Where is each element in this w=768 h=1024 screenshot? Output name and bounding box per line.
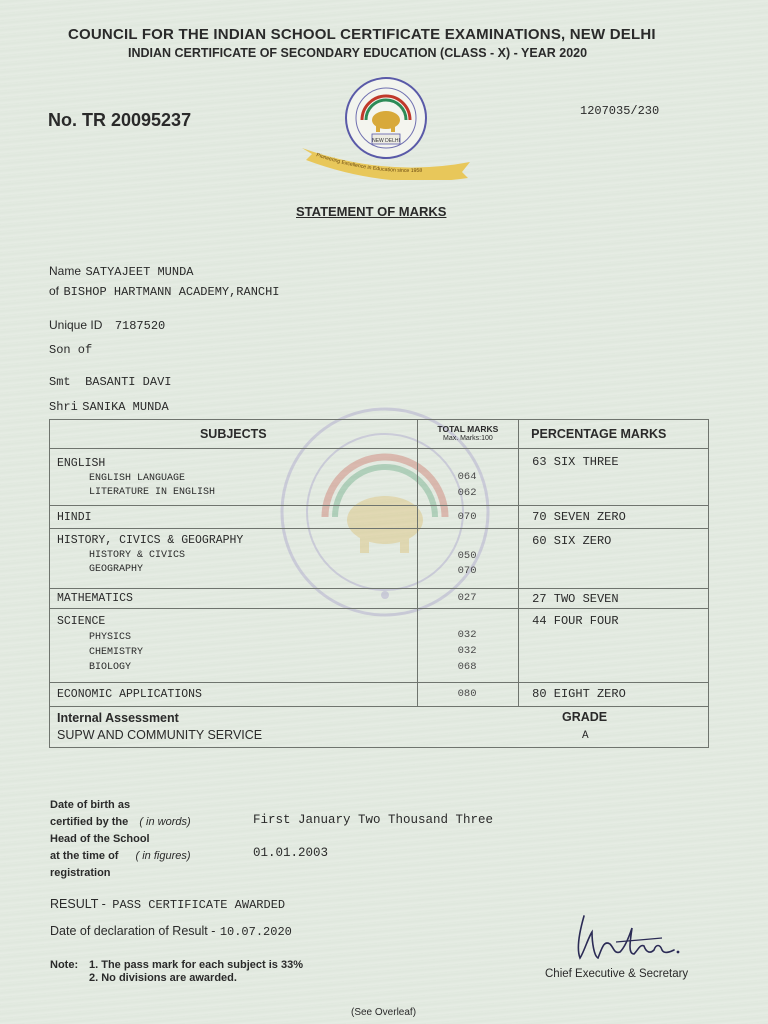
subpart-marks: 070 bbox=[457, 565, 477, 577]
subject-name: HINDI bbox=[57, 511, 92, 524]
percentage-marks: 80 EIGHT ZERO bbox=[532, 687, 626, 701]
subject-name: MATHEMATICS bbox=[57, 592, 133, 605]
subpart-marks: 032 bbox=[457, 645, 477, 657]
council-logo bbox=[296, 76, 476, 180]
signatory-title: Chief Executive & Secretary bbox=[545, 968, 689, 980]
declaration-date: 10.07.2020 bbox=[219, 925, 292, 939]
dob-in-words: First January Two Thousand Three bbox=[253, 813, 494, 827]
mother-name: BASANTI DAVI bbox=[85, 375, 172, 389]
subject-marks: 027 bbox=[457, 592, 477, 604]
note-label: Note: bbox=[50, 959, 79, 971]
subpart-name: GEOGRAPHY bbox=[89, 564, 144, 575]
grade-label: GRADE bbox=[562, 710, 608, 724]
son-of-label: Son of bbox=[49, 343, 93, 357]
marks-table bbox=[49, 419, 709, 748]
table-row bbox=[50, 506, 709, 529]
header-total-marks: TOTAL MARKS bbox=[437, 424, 499, 434]
student-name: SATYAJEET MUNDA bbox=[85, 265, 194, 279]
subject-name: ENGLISH bbox=[57, 457, 106, 470]
percentage-marks: 60 SIX ZERO bbox=[532, 534, 612, 548]
percentage-marks: 70 SEVEN ZERO bbox=[532, 510, 626, 524]
reference-code: 1207035/230 bbox=[580, 104, 660, 118]
table-row bbox=[50, 683, 709, 707]
dob-in-figures: 01.01.2003 bbox=[253, 846, 329, 860]
note-1: 1. The pass mark for each subject is 33% bbox=[89, 959, 303, 971]
signature bbox=[570, 908, 690, 966]
exam-heading: INDIAN CERTIFICATE OF SECONDARY EDUCATION (CLASS - X) - YEAR 2020 bbox=[128, 46, 588, 60]
subpart-name: LITERATURE IN ENGLISH bbox=[89, 487, 216, 498]
unique-id: 7187520 bbox=[114, 319, 166, 333]
subpart-name: HISTORY & CIVICS bbox=[89, 550, 186, 561]
subject-name: SCIENCE bbox=[57, 615, 106, 628]
name-label: Name bbox=[49, 264, 82, 278]
ribbon-text: Pioneering Excellence in Education since 1958 bbox=[315, 152, 423, 175]
result-value: PASS CERTIFICATE AWARDED bbox=[112, 898, 286, 912]
subpart-name: CHEMISTRY bbox=[89, 647, 144, 658]
result-label: RESULT - bbox=[50, 897, 106, 911]
supw-subject: SUPW AND COMMUNITY SERVICE bbox=[57, 728, 263, 742]
supw-grade: A bbox=[582, 730, 589, 742]
in-words-label: ( in words) bbox=[139, 816, 191, 828]
subpart-name: ENGLISH LANGUAGE bbox=[89, 473, 186, 484]
header-subjects: SUBJECTS bbox=[199, 427, 267, 441]
see-overleaf: (See Overleaf) bbox=[351, 1007, 417, 1018]
subpart-marks: 062 bbox=[457, 487, 477, 499]
internal-assessment-row bbox=[50, 707, 709, 748]
mother-label: Smt bbox=[49, 375, 71, 389]
header-percentage: PERCENTAGE MARKS bbox=[531, 427, 667, 441]
subpart-marks: 068 bbox=[457, 661, 477, 673]
subject-marks: 080 bbox=[457, 688, 477, 700]
percentage-marks: 44 FOUR FOUR bbox=[532, 614, 619, 628]
dob-label-2: certified by the bbox=[50, 816, 129, 828]
table-row bbox=[50, 529, 709, 589]
father-label: Shri bbox=[49, 400, 78, 414]
subpart-marks: 050 bbox=[457, 550, 477, 562]
note-2: 2. No divisions are awarded. bbox=[89, 972, 237, 984]
father-name: SANIKA MUNDA bbox=[82, 400, 169, 414]
dob-label-1: Date of birth as bbox=[50, 799, 131, 811]
uid-label: Unique ID bbox=[49, 318, 103, 332]
internal-assessment-label: Internal Assessment bbox=[57, 711, 179, 725]
subpart-name: BIOLOGY bbox=[89, 662, 132, 673]
dob-label-3: Head of the School bbox=[50, 833, 150, 845]
subpart-marks: 064 bbox=[457, 471, 477, 483]
dob-label-5: registration bbox=[50, 867, 111, 879]
table-header-row bbox=[50, 420, 709, 449]
subject-marks: 070 bbox=[457, 511, 477, 523]
header-max-marks: Max. Marks:100 bbox=[442, 435, 493, 442]
council-heading: COUNCIL FOR THE INDIAN SCHOOL CERTIFICATE EXAMINATIONS, NEW DELHI bbox=[68, 26, 656, 43]
dob-label-4: at the time of bbox=[50, 850, 119, 862]
table-row bbox=[50, 609, 709, 683]
school-of-label: of bbox=[49, 284, 60, 298]
tr-number: No. TR 20095237 bbox=[48, 110, 192, 130]
percentage-marks: 63 SIX THREE bbox=[532, 455, 619, 469]
subject-name: HISTORY, CIVICS & GEOGRAPHY bbox=[57, 534, 244, 547]
subpart-marks: 032 bbox=[457, 629, 477, 641]
subject-name: ECONOMIC APPLICATIONS bbox=[57, 688, 202, 701]
seal-city: NEW DELHI bbox=[372, 138, 400, 144]
percentage-marks: 27 TWO SEVEN bbox=[532, 592, 619, 606]
school-name: BISHOP HARTMANN ACADEMY,RANCHI bbox=[63, 285, 280, 299]
table-row bbox=[50, 449, 709, 506]
declaration-label: Date of declaration of Result - bbox=[50, 924, 216, 938]
table-row bbox=[50, 589, 709, 609]
in-figures-label: ( in figures) bbox=[135, 850, 191, 862]
subpart-name: PHYSICS bbox=[89, 632, 132, 643]
statement-title: STATEMENT OF MARKS bbox=[296, 204, 447, 219]
